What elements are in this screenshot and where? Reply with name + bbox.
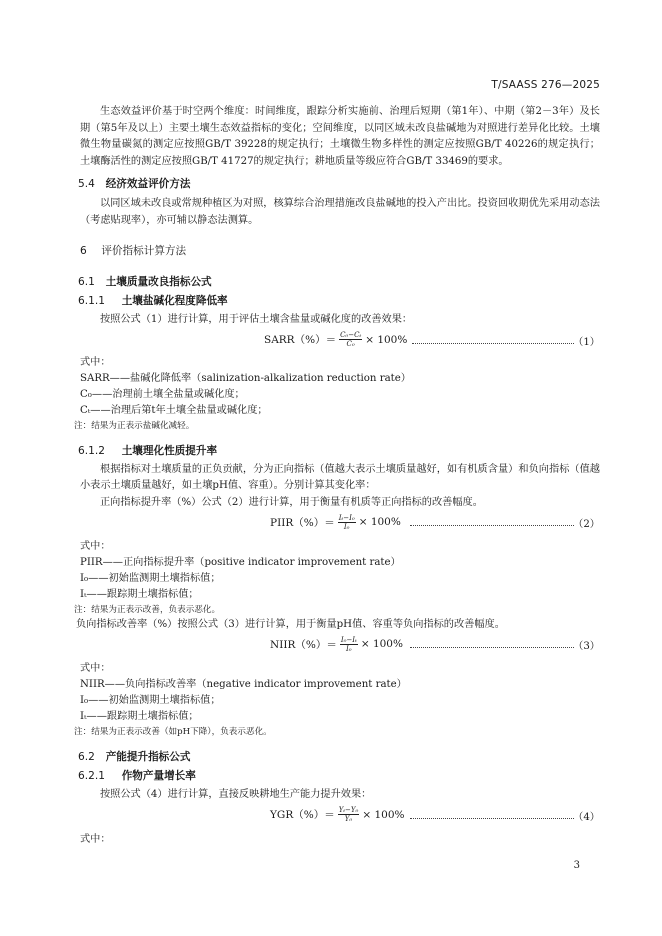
section-number: 6.2.1 [78, 770, 105, 782]
section-6-1-heading [78, 274, 600, 291]
note: 注：结果为正表示改善，负表示恶化。 [74, 605, 221, 615]
section-6-heading [80, 243, 600, 260]
section-6-1-2-heading [78, 443, 600, 460]
formula-4 [80, 804, 600, 826]
definition-line: Iₜ——跟踪期土壤指标值； [80, 711, 199, 722]
section-number: 6.2 [78, 751, 95, 763]
fraction-numerator: Iₜ−I₀ [338, 513, 355, 522]
section-title: 土壤质量改良指标公式 [105, 276, 212, 288]
definition-line: C₀——治理前土壤全盐量或碱化度； [80, 388, 245, 400]
formula-lhs: YGR（%）＝ [270, 809, 335, 821]
note: 注：结果为正表示改善（如pH下降），负表示恶化。 [74, 727, 272, 737]
equation-number: （2） [573, 519, 600, 530]
formula-rhs: × 100% [365, 333, 408, 346]
fraction-numerator: C₀−Cₜ [340, 331, 362, 339]
fraction-denominator: I₀ [346, 644, 352, 653]
formula-expression [270, 511, 401, 533]
section-title: 土壤盐碱化程度降低率 [121, 295, 228, 307]
fraction-denominator: C₀ [346, 340, 355, 348]
section-6-2-1-heading [78, 768, 600, 785]
dot-leader [410, 646, 574, 648]
paragraph-ecological-evaluation: 生态效益评价基于时空两个维度：时间维度，跟踪分析实施前、治理后短期（第1年）、中期（第2－3年）及长期（第5年及以上）主要土壤生态效益指标的变化；空间维度，以同区域未改良盐碱地为对照进行差异化比较。土壤微生物量碳氮的测定应按照GB/T 39228的规定执行；土壤微生物多样性的测定应按照GB/T 40226的规定执行；土壤酶活性的测定应按照GB/T 41727的规定执行；耕地质量等级应符合GB/T 33469的要求。 [80, 106, 600, 167]
definition-line: NIIR——负向指标改善率（negative indicator improvement rate） [80, 679, 407, 690]
definition-line: I₀——初始监测期土壤指标值； [80, 695, 221, 706]
formula-expression [270, 804, 405, 826]
formula-fraction [338, 514, 356, 531]
formula-expression [270, 633, 403, 655]
fraction-denominator: Y₀ [344, 815, 353, 823]
page-body [74, 104, 600, 848]
paragraph-indicator-classification: 根据指标对土壤质量的正负贡献，分为正向指标（值越大表示土壤质量越好，如有机质含量）和负向指标（值越小表示土壤质量越好，如土壤pH值、容重）。分别计算其变化率： [80, 463, 600, 491]
formula-expression [264, 329, 407, 351]
equation-number: （3） [573, 641, 600, 652]
dot-leader [410, 817, 574, 819]
section-5-4-heading [78, 176, 600, 193]
paragraph-sarr-intro: 按照公式（1）进行计算，用于评估土壤含盐量或碱化度的改善效果： [100, 314, 413, 325]
formula-1 [80, 329, 600, 351]
formula-fraction [340, 636, 358, 653]
section-number: 6.1 [78, 276, 95, 288]
section-title: 评价指标计算方法 [101, 245, 187, 257]
where-label: 式中： [80, 833, 111, 845]
formula-rhs: × 100% [358, 516, 401, 528]
section-6-2-heading [78, 749, 600, 766]
equation-number: （4） [573, 811, 600, 823]
definition-line: I₀——初始监测期土壤指标值； [80, 573, 221, 584]
dot-leader [412, 342, 574, 344]
formula-3 [80, 633, 600, 655]
formula-lhs: NIIR（%）＝ [270, 638, 337, 651]
definition-line: Cₜ——治理后第t年土壤全盐量或碱化度； [80, 404, 268, 416]
paragraph-ygr-intro: 按照公式（4）进行计算，直接反映耕地生产能力提升效果： [100, 789, 372, 800]
where-label: 式中： [80, 541, 111, 552]
fraction-numerator: Yₜ−Y₀ [338, 806, 359, 814]
section-title: 作物产量增长率 [121, 770, 196, 782]
section-6-1-1-heading [78, 293, 600, 310]
formula-rhs: × 100% [360, 638, 403, 650]
page-number: 3 [573, 860, 580, 871]
paragraph-niir-intro: 负向指标改善率（%）按照公式（3）进行计算，用于衡量pH值、容重等负向指标的改善幅度。 [76, 619, 505, 630]
section-title: 经济效益评价方法 [105, 178, 191, 190]
definition-line: Iₜ——跟踪期土壤指标值； [80, 589, 199, 600]
formula-lhs: PIIR（%）＝ [270, 516, 335, 529]
fraction-denominator: I₀ [343, 522, 350, 531]
section-number: 5.4 [78, 178, 95, 190]
standard-code: T/SAASS 276—2025 [491, 79, 600, 91]
dot-leader [410, 524, 574, 526]
section-number: 6.1.2 [78, 444, 105, 457]
equation-number: （1） [573, 336, 600, 348]
section-number: 6 [80, 245, 87, 257]
definition-line: SARR——盐碱化降低率（salinization-alkalization reduction rate） [80, 372, 411, 384]
section-title: 土壤理化性质提升率 [121, 444, 218, 457]
formula-2 [80, 511, 600, 533]
formula-rhs: × 100% [362, 808, 405, 821]
where-label: 式中： [80, 663, 111, 674]
formula-fraction [339, 331, 362, 348]
note: 注：结果为正表示盐碱化减轻。 [74, 420, 195, 431]
where-label: 式中： [80, 356, 111, 368]
paragraph-piir-formula-intro: 正向指标提升率（%）公式（2）进行计算，用于衡量有机质等正向指标的改善幅度。 [100, 496, 483, 508]
definition-line: PIIR——正向指标提升率（positive indicator improvement rate） [80, 557, 401, 568]
section-number: 6.1.1 [78, 295, 105, 307]
formula-lhs: SARR（%）＝ [264, 334, 337, 346]
paragraph-economic-evaluation: 以同区域未改良或常规种植区为对照，核算综合治理措施改良盐碱地的投入产出比。投资回收期优先采用动态法（考虑贴现率），亦可辅以静态法测算。 [80, 198, 600, 226]
formula-fraction [338, 806, 360, 823]
section-title: 产能提升指标公式 [105, 751, 191, 763]
fraction-numerator: I₀−Iₜ [340, 635, 357, 644]
